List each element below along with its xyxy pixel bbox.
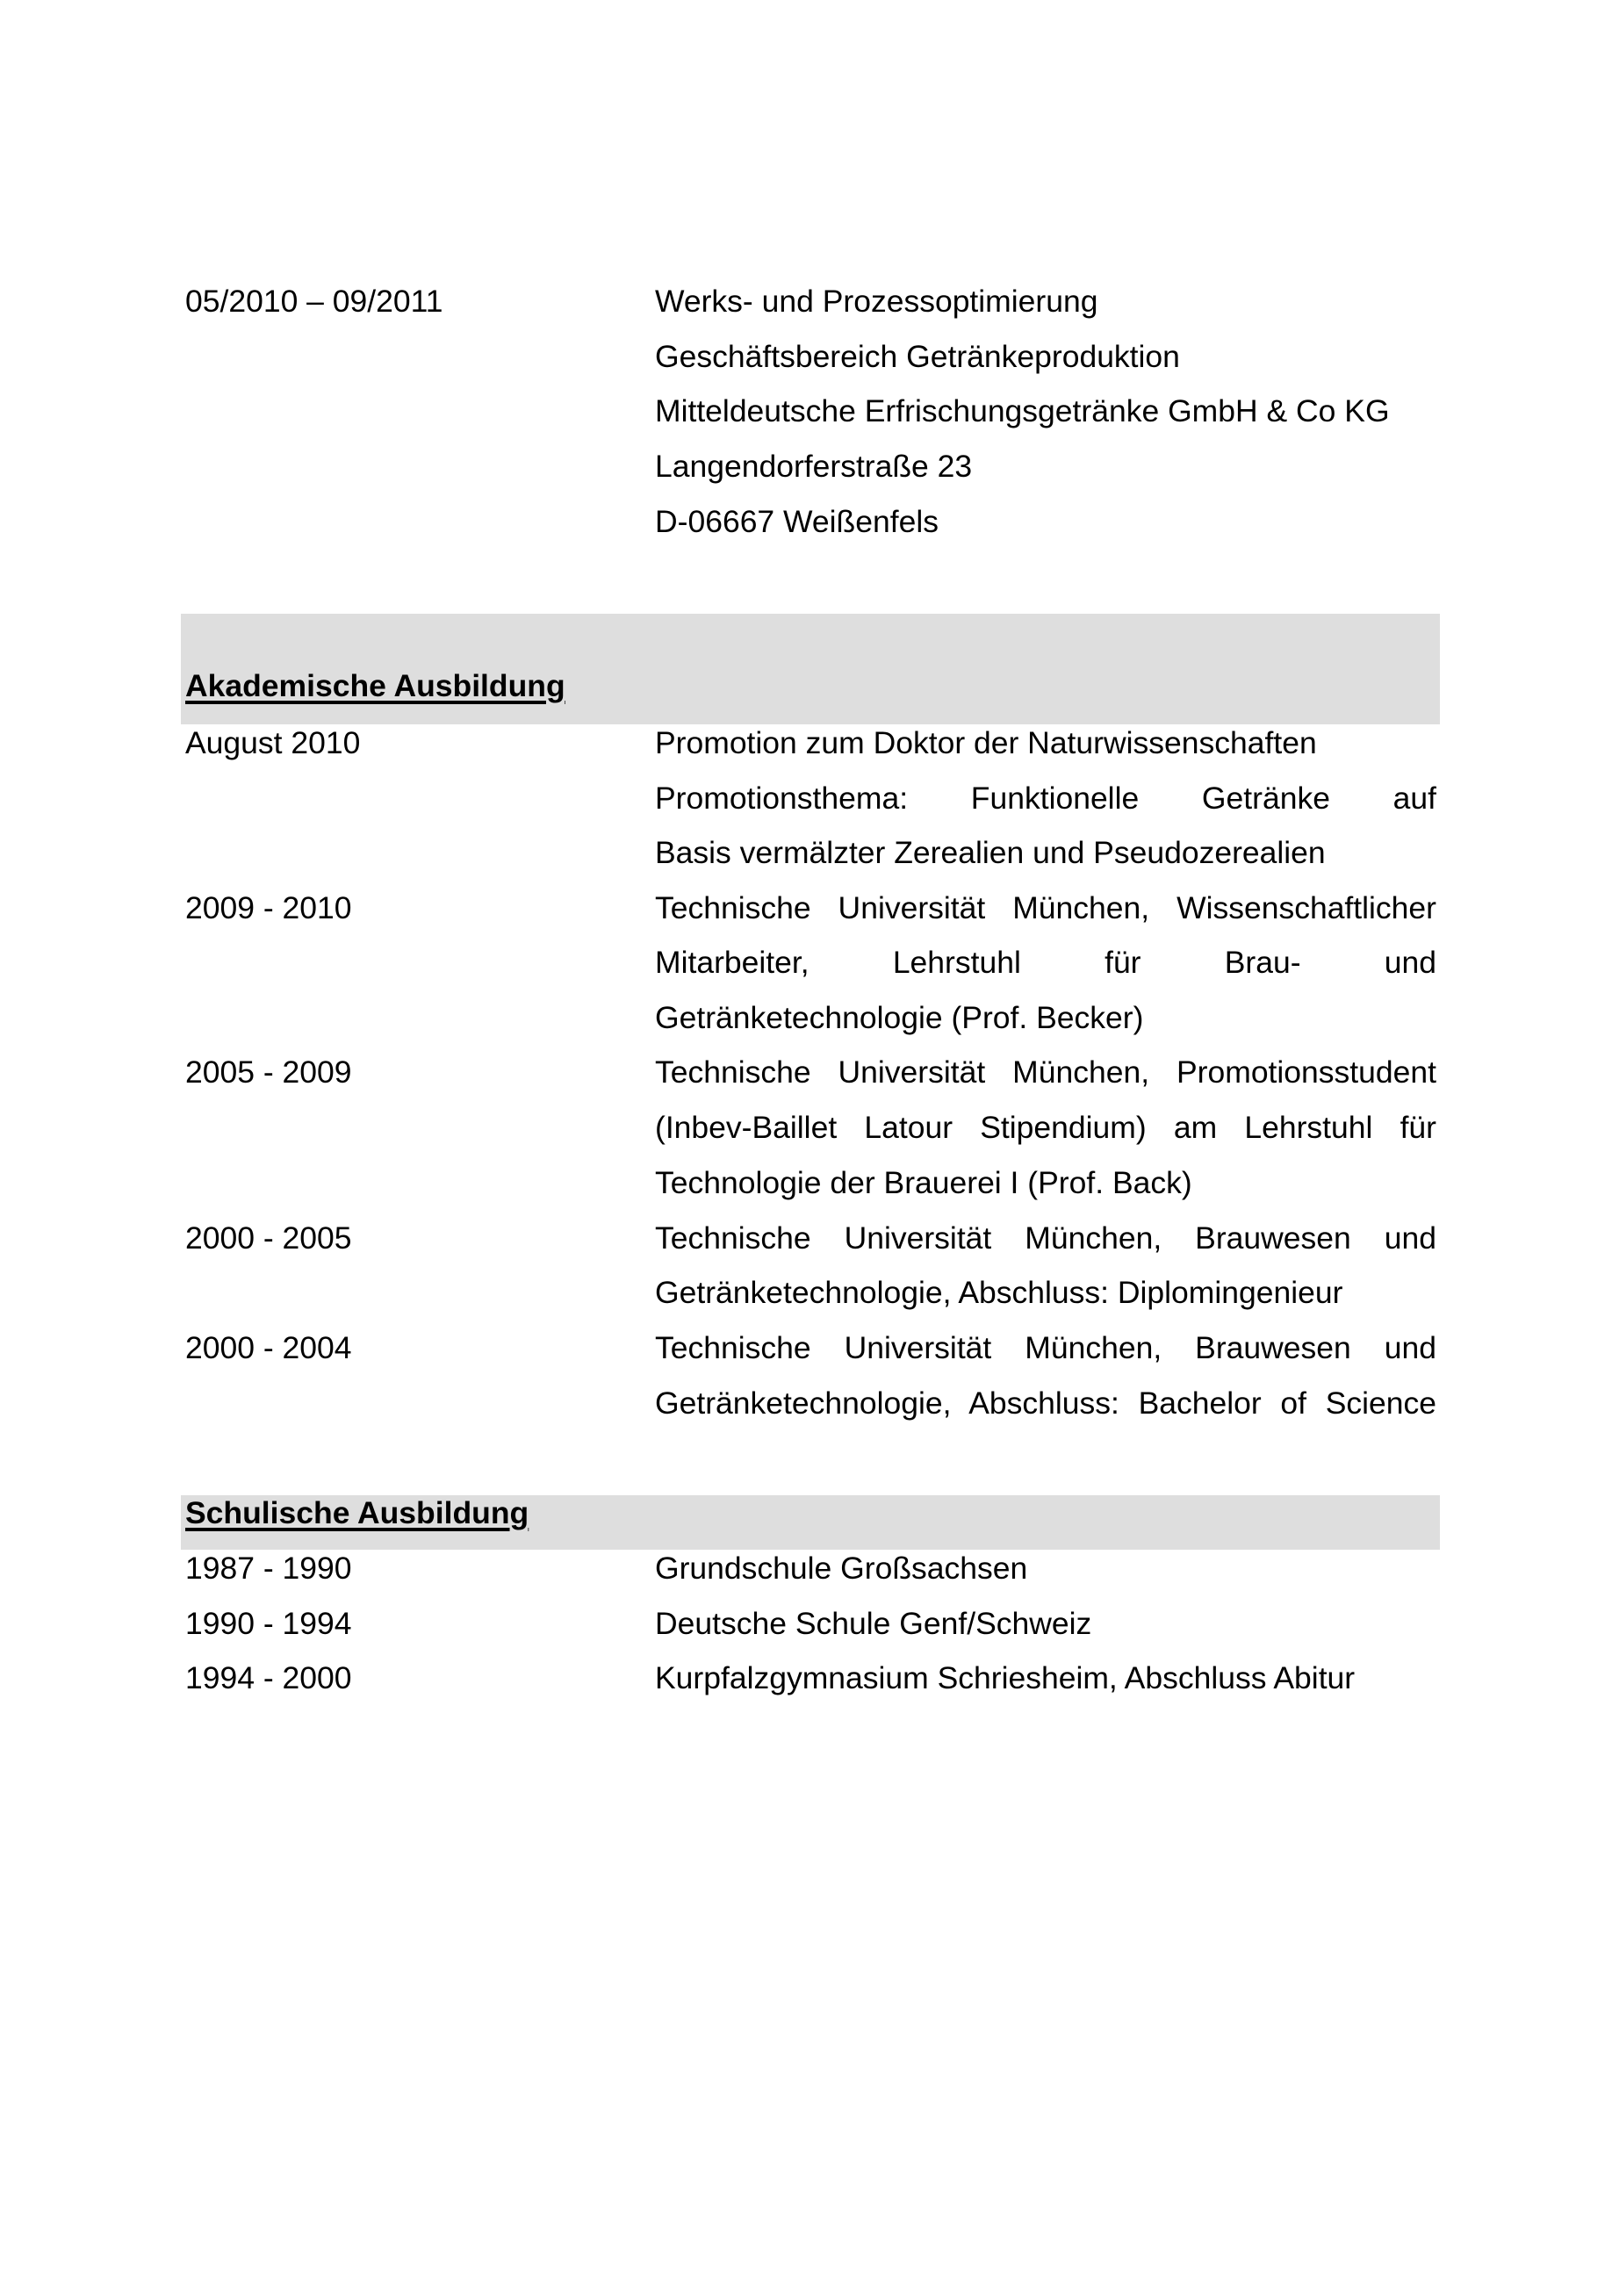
entry-line: Technische Universität München, Promotionsstudent — [655, 1054, 1436, 1090]
entry-text: Kurpfalzgymnasium Schriesheim, Abschluss Abitur — [655, 1660, 1356, 1695]
entry-line: Technische Universität München, Brauwesen und — [655, 1330, 1436, 1365]
section-heading-school: Schulische Ausbildung — [185, 1495, 529, 1530]
work-line-division: Geschäftsbereich Getränkeproduktion — [655, 339, 1180, 374]
entry-period: 1990 - 1994 — [185, 1606, 352, 1641]
work-line-street: Langendorferstraße 23 — [655, 449, 973, 484]
entry-period: 1987 - 1990 — [185, 1551, 352, 1586]
entry-text: Deutsche Schule Genf/Schweiz — [655, 1606, 1092, 1641]
entry-line: (Inbev-Baillet Latour Stipendium) am Lehrstuhl für — [655, 1110, 1436, 1145]
entry-line: Mitarbeiter, Lehrstuhl für Brau- und — [655, 945, 1436, 980]
entry-period: 2000 - 2005 — [185, 1220, 352, 1256]
entry-line: Getränketechnologie (Prof. Becker) — [655, 1000, 1144, 1035]
work-line-city: D-06667 Weißenfels — [655, 504, 939, 539]
entry-line: Basis vermälzter Zerealien und Pseudozerealien — [655, 835, 1326, 870]
entry-period: August 2010 — [185, 725, 361, 760]
entry-period: 2009 - 2010 — [185, 890, 352, 925]
work-line-position: Werks- und Prozessoptimierung — [655, 284, 1098, 319]
work-line-company: Mitteldeutsche Erfrischungsgetränke GmbH & Co KG — [655, 393, 1390, 428]
entry-line: Getränketechnologie, Abschluss: Diplomingenieur — [655, 1275, 1343, 1310]
section-heading-academic: Akademische Ausbildung — [185, 668, 565, 703]
entry-line: Technologie der Brauerei I (Prof. Back) — [655, 1165, 1192, 1200]
work-period: 05/2010 – 09/2011 — [185, 284, 443, 319]
entry-line: Promotionsthema: Funktionelle Getränke auf — [655, 781, 1436, 816]
entry-line: Technische Universität München, Brauwesen und — [655, 1220, 1436, 1256]
entry-line: Getränketechnologie, Abschluss: Bachelor of Science — [655, 1386, 1436, 1421]
entry-line: Promotion zum Doktor der Naturwissenschaften — [655, 725, 1317, 760]
entry-period: 2000 - 2004 — [185, 1330, 352, 1365]
entry-text: Grundschule Großsachsen — [655, 1551, 1028, 1586]
entry-period: 2005 - 2009 — [185, 1054, 352, 1090]
entry-period: 1994 - 2000 — [185, 1660, 352, 1695]
entry-line: Technische Universität München, Wissenschaftlicher — [655, 890, 1436, 925]
